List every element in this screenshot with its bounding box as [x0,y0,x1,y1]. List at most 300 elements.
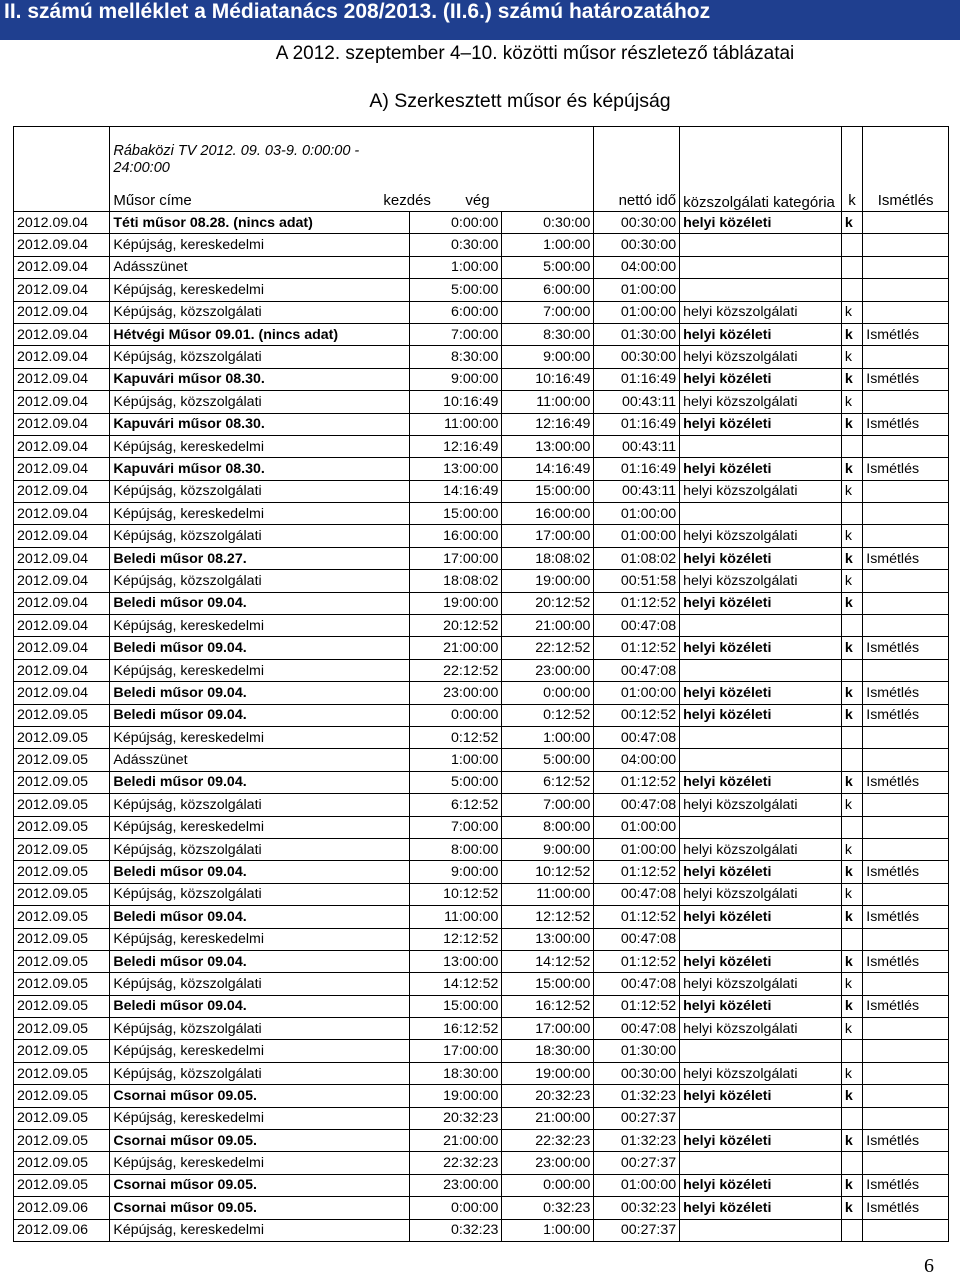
row-repeat: Ismétlés [863,1174,949,1196]
row-net: 01:00:00 [594,682,680,704]
row-k [841,1107,862,1129]
row-start: 11:00:00 [410,413,502,435]
row-start: 8:30:00 [410,346,502,368]
table-row [14,1152,949,1174]
row-k: k [841,346,862,368]
schedule-rows [14,212,949,1242]
row-k: k [841,771,862,793]
row-end: 0:00:00 [502,1174,594,1196]
row-date: 2012.09.04 [14,458,110,480]
row-repeat: Ismétlés [863,637,949,659]
row-category: helyi közéleti [680,704,842,726]
row-repeat: Ismétlés [863,861,949,883]
row-start: 9:00:00 [410,861,502,883]
table-row [14,838,949,860]
row-net: 00:47:08 [594,726,680,748]
row-end: 16:12:52 [502,995,594,1017]
row-k: k [841,592,862,614]
row-title: Képújság, közszolgálati [110,301,410,323]
row-date: 2012.09.05 [14,704,110,726]
row-category: helyi közszolgálati [680,525,842,547]
row-title: Csornai műsor 09.05. [110,1085,410,1107]
row-repeat [863,301,949,323]
table-row [14,301,949,323]
row-start: 7:00:00 [410,816,502,838]
row-start: 23:00:00 [410,1174,502,1196]
row-start: 13:00:00 [410,458,502,480]
row-net: 00:30:00 [594,346,680,368]
row-repeat: Ismétlés [863,704,949,726]
row-repeat [863,794,949,816]
row-title: Képújság, közszolgálati [110,346,410,368]
row-title: Kapuvári műsor 08.30. [110,368,410,390]
row-repeat [863,749,949,771]
row-title: Képújság, kereskedelmi [110,279,410,301]
row-end: 11:00:00 [502,391,594,413]
row-repeat [863,1219,949,1241]
row-category: helyi közszolgálati [680,346,842,368]
row-net: 00:30:00 [594,1062,680,1084]
row-repeat [863,570,949,592]
row-start: 20:12:52 [410,615,502,637]
row-net: 00:12:52 [594,704,680,726]
row-k: k [841,973,862,995]
schedule-table [13,126,949,1242]
row-repeat [863,256,949,278]
row-start: 18:30:00 [410,1062,502,1084]
row-k [841,1152,862,1174]
row-date: 2012.09.04 [14,368,110,390]
row-title: Képújság, kereskedelmi [110,1107,410,1129]
row-net: 01:12:52 [594,592,680,614]
row-date: 2012.09.05 [14,794,110,816]
row-end: 13:00:00 [502,435,594,457]
row-date: 2012.09.05 [14,928,110,950]
row-end: 19:00:00 [502,1062,594,1084]
row-k: k [841,1130,862,1152]
row-start: 1:00:00 [410,256,502,278]
table-row [14,346,949,368]
table-row [14,1130,949,1152]
row-start: 15:00:00 [410,503,502,525]
row-end: 17:00:00 [502,1018,594,1040]
row-title: Képújság, közszolgálati [110,570,410,592]
row-repeat: Ismétlés [863,323,949,345]
table-row [14,1107,949,1129]
document-title-text: II. számú melléklet a Médiatanács 208/2013. (II.6.) számú határozatához [4,0,711,23]
row-category: helyi közéleti [680,1174,842,1196]
row-k: k [841,323,862,345]
row-date: 2012.09.04 [14,279,110,301]
table-row [14,592,949,614]
row-category: helyi közszolgálati [680,301,842,323]
row-title: Beledi műsor 09.04. [110,950,410,972]
row-title: Képújság, kereskedelmi [110,1152,410,1174]
row-category [680,503,842,525]
row-start: 13:00:00 [410,950,502,972]
row-date: 2012.09.05 [14,1130,110,1152]
row-end: 22:12:52 [502,637,594,659]
row-category: helyi közéleti [680,458,842,480]
row-net: 04:00:00 [594,256,680,278]
row-net: 01:12:52 [594,771,680,793]
row-start: 15:00:00 [410,995,502,1017]
row-title: Téti műsor 08.28. (nincs adat) [110,212,410,234]
row-title: Csornai műsor 09.05. [110,1197,410,1219]
page-number: 6 [924,1255,934,1277]
row-start: 0:00:00 [410,1197,502,1219]
row-start: 14:16:49 [410,480,502,502]
row-date: 2012.09.05 [14,906,110,928]
row-category: helyi közéleti [680,771,842,793]
row-end: 6:12:52 [502,771,594,793]
row-end: 9:00:00 [502,346,594,368]
row-date: 2012.09.05 [14,1062,110,1084]
row-net: 00:47:08 [594,794,680,816]
row-repeat [863,1018,949,1040]
row-start: 14:12:52 [410,973,502,995]
row-net: 00:43:11 [594,391,680,413]
row-net: 00:27:37 [594,1219,680,1241]
row-start: 0:30:00 [410,234,502,256]
row-end: 0:00:00 [502,682,594,704]
row-end: 11:00:00 [502,883,594,905]
row-end: 21:00:00 [502,1107,594,1129]
table-row [14,503,949,525]
row-title: Beledi műsor 09.04. [110,637,410,659]
row-date: 2012.09.04 [14,525,110,547]
row-category: helyi közéleti [680,950,842,972]
row-date: 2012.09.05 [14,973,110,995]
row-net: 01:12:52 [594,637,680,659]
row-category: helyi közéleti [680,1085,842,1107]
row-date: 2012.09.04 [14,592,110,614]
row-repeat [863,928,949,950]
row-title: Képújság, kereskedelmi [110,1040,410,1062]
row-net: 00:47:08 [594,1018,680,1040]
table-row [14,1062,949,1084]
row-k: k [841,458,862,480]
row-date: 2012.09.04 [14,391,110,413]
table-row [14,391,949,413]
row-repeat [863,525,949,547]
row-end: 8:30:00 [502,323,594,345]
row-title: Beledi műsor 09.04. [110,861,410,883]
row-net: 01:12:52 [594,950,680,972]
table-row [14,749,949,771]
row-net: 00:32:23 [594,1197,680,1219]
row-date: 2012.09.04 [14,346,110,368]
row-title: Képújság, közszolgálati [110,480,410,502]
row-title: Képújság, közszolgálati [110,794,410,816]
row-date: 2012.09.04 [14,659,110,681]
table-row [14,861,949,883]
row-repeat [863,615,949,637]
table-row [14,637,949,659]
row-repeat [863,592,949,614]
row-k: k [841,1085,862,1107]
row-k [841,816,862,838]
col-header-end: vég [465,192,490,209]
row-net: 01:12:52 [594,861,680,883]
row-start: 17:00:00 [410,1040,502,1062]
row-start: 23:00:00 [410,682,502,704]
row-net: 00:47:08 [594,883,680,905]
row-repeat [863,480,949,502]
channel-label: Rábaközi TV 2012. 09. 03-9. 0:00:00 - 24:00:00 [113,143,360,176]
row-net: 01:00:00 [594,279,680,301]
row-start: 5:00:00 [410,771,502,793]
table-row [14,1219,949,1241]
table-row [14,212,949,234]
table-row [14,279,949,301]
row-title: Beledi műsor 09.04. [110,771,410,793]
row-end: 18:30:00 [502,1040,594,1062]
row-category [680,749,842,771]
row-k [841,279,862,301]
row-title: Képújság, közszolgálati [110,1018,410,1040]
table-row [14,323,949,345]
row-date: 2012.09.05 [14,816,110,838]
table-row [14,659,949,681]
row-end: 12:16:49 [502,413,594,435]
row-title: Kapuvári műsor 08.30. [110,458,410,480]
row-net: 01:16:49 [594,458,680,480]
row-title: Beledi műsor 09.04. [110,592,410,614]
row-start: 21:00:00 [410,1130,502,1152]
row-date: 2012.09.04 [14,615,110,637]
table-row [14,615,949,637]
row-category [680,928,842,950]
row-net: 00:51:58 [594,570,680,592]
row-repeat [863,1107,949,1129]
row-repeat: Ismétlés [863,368,949,390]
row-repeat [863,1085,949,1107]
row-start: 10:16:49 [410,391,502,413]
row-k: k [841,391,862,413]
col-header-start: kezdés [383,192,431,209]
row-title: Képújság, közszolgálati [110,973,410,995]
row-end: 20:12:52 [502,592,594,614]
row-title: Csornai műsor 09.05. [110,1174,410,1196]
col-header-repeat: Ismétlés [863,127,949,212]
row-net: 01:16:49 [594,368,680,390]
row-end: 13:00:00 [502,928,594,950]
table-row [14,435,949,457]
row-end: 19:00:00 [502,570,594,592]
row-date: 2012.09.05 [14,950,110,972]
row-start: 0:32:23 [410,1219,502,1241]
row-repeat: Ismétlés [863,458,949,480]
row-repeat [863,659,949,681]
row-repeat [863,346,949,368]
row-title: Képújság, kereskedelmi [110,234,410,256]
row-category: helyi közéleti [680,547,842,569]
row-repeat [863,726,949,748]
table-row [14,726,949,748]
row-title: Képújság, kereskedelmi [110,659,410,681]
row-net: 01:00:00 [594,838,680,860]
row-title: Képújság, közszolgálati [110,525,410,547]
row-date: 2012.09.04 [14,480,110,502]
row-k: k [841,570,862,592]
row-title: Képújság, kereskedelmi [110,503,410,525]
row-title: Csornai műsor 09.05. [110,1130,410,1152]
row-net: 00:47:08 [594,615,680,637]
row-end: 5:00:00 [502,749,594,771]
row-end: 14:16:49 [502,458,594,480]
table-row [14,1040,949,1062]
row-title: Beledi műsor 09.04. [110,682,410,704]
document-title [0,0,960,40]
row-k: k [841,906,862,928]
row-category: helyi közéleti [680,592,842,614]
row-end: 22:32:23 [502,1130,594,1152]
row-start: 0:12:52 [410,726,502,748]
table-row [14,682,949,704]
row-end: 10:16:49 [502,368,594,390]
row-date: 2012.09.05 [14,1085,110,1107]
row-k: k [841,995,862,1017]
row-title: Képújság, közszolgálati [110,883,410,905]
row-end: 12:12:52 [502,906,594,928]
table-row [14,928,949,950]
row-net: 00:27:37 [594,1152,680,1174]
row-k: k [841,1197,862,1219]
row-title: Képújság, kereskedelmi [110,726,410,748]
row-category: helyi közéleti [680,995,842,1017]
row-start: 16:12:52 [410,1018,502,1040]
table-row [14,256,949,278]
row-date: 2012.09.04 [14,570,110,592]
row-k [841,1219,862,1241]
row-title: Képújság, kereskedelmi [110,928,410,950]
row-k: k [841,794,862,816]
row-start: 1:00:00 [410,749,502,771]
row-start: 0:00:00 [410,212,502,234]
row-date: 2012.09.05 [14,771,110,793]
row-category [680,659,842,681]
row-date: 2012.09.05 [14,749,110,771]
row-repeat [863,816,949,838]
row-start: 22:32:23 [410,1152,502,1174]
row-end: 9:00:00 [502,838,594,860]
row-category: helyi közszolgálati [680,391,842,413]
row-category: helyi közszolgálati [680,883,842,905]
row-date: 2012.09.04 [14,323,110,345]
row-date: 2012.09.04 [14,301,110,323]
row-k: k [841,682,862,704]
row-category [680,279,842,301]
row-title: Beledi műsor 09.04. [110,995,410,1017]
row-start: 22:12:52 [410,659,502,681]
row-start: 9:00:00 [410,368,502,390]
row-start: 16:00:00 [410,525,502,547]
table-row [14,458,949,480]
row-start: 8:00:00 [410,838,502,860]
row-net: 00:30:00 [594,212,680,234]
row-category: helyi közéleti [680,212,842,234]
row-repeat [863,212,949,234]
row-end: 1:00:00 [502,726,594,748]
row-net: 01:32:23 [594,1130,680,1152]
row-category [680,615,842,637]
row-end: 18:08:02 [502,547,594,569]
row-end: 10:12:52 [502,861,594,883]
row-category: helyi közszolgálati [680,794,842,816]
row-date: 2012.09.05 [14,861,110,883]
row-end: 1:00:00 [502,234,594,256]
row-start: 6:00:00 [410,301,502,323]
row-date: 2012.09.05 [14,1152,110,1174]
table-row [14,704,949,726]
row-category: helyi közéleti [680,861,842,883]
row-date: 2012.09.04 [14,212,110,234]
row-k [841,615,862,637]
table-row [14,995,949,1017]
row-category: helyi közéleti [680,1197,842,1219]
row-net: 01:32:23 [594,1085,680,1107]
row-repeat [863,435,949,457]
row-net: 01:16:49 [594,413,680,435]
row-net: 00:47:08 [594,659,680,681]
row-date: 2012.09.04 [14,637,110,659]
row-date: 2012.09.05 [14,1107,110,1129]
row-category [680,1219,842,1241]
row-start: 19:00:00 [410,1085,502,1107]
row-category: helyi közéleti [680,413,842,435]
row-repeat [863,1062,949,1084]
row-k [841,749,862,771]
table-row [14,771,949,793]
row-start: 10:12:52 [410,883,502,905]
row-net: 00:43:11 [594,435,680,457]
row-date: 2012.09.04 [14,234,110,256]
row-end: 14:12:52 [502,950,594,972]
row-k [841,503,862,525]
row-date: 2012.09.05 [14,995,110,1017]
row-category: helyi közéleti [680,368,842,390]
row-title: Adásszünet [110,749,410,771]
row-repeat [863,1040,949,1062]
row-category [680,1040,842,1062]
row-category [680,1107,842,1129]
row-start: 20:32:23 [410,1107,502,1129]
row-end: 7:00:00 [502,794,594,816]
row-net: 00:27:37 [594,1107,680,1129]
row-start: 19:00:00 [410,592,502,614]
row-end: 21:00:00 [502,615,594,637]
row-category: helyi közszolgálati [680,1018,842,1040]
row-category [680,234,842,256]
row-k: k [841,1174,862,1196]
row-net: 00:47:08 [594,973,680,995]
row-title: Kapuvári műsor 08.30. [110,413,410,435]
row-net: 01:00:00 [594,301,680,323]
row-category: helyi közéleti [680,637,842,659]
row-end: 5:00:00 [502,256,594,278]
row-net: 00:30:00 [594,234,680,256]
row-net: 04:00:00 [594,749,680,771]
row-category [680,726,842,748]
row-end: 15:00:00 [502,973,594,995]
row-date: 2012.09.05 [14,1018,110,1040]
row-date: 2012.09.05 [14,726,110,748]
row-repeat: Ismétlés [863,771,949,793]
row-net: 00:43:11 [594,480,680,502]
row-k: k [841,301,862,323]
row-start: 12:16:49 [410,435,502,457]
